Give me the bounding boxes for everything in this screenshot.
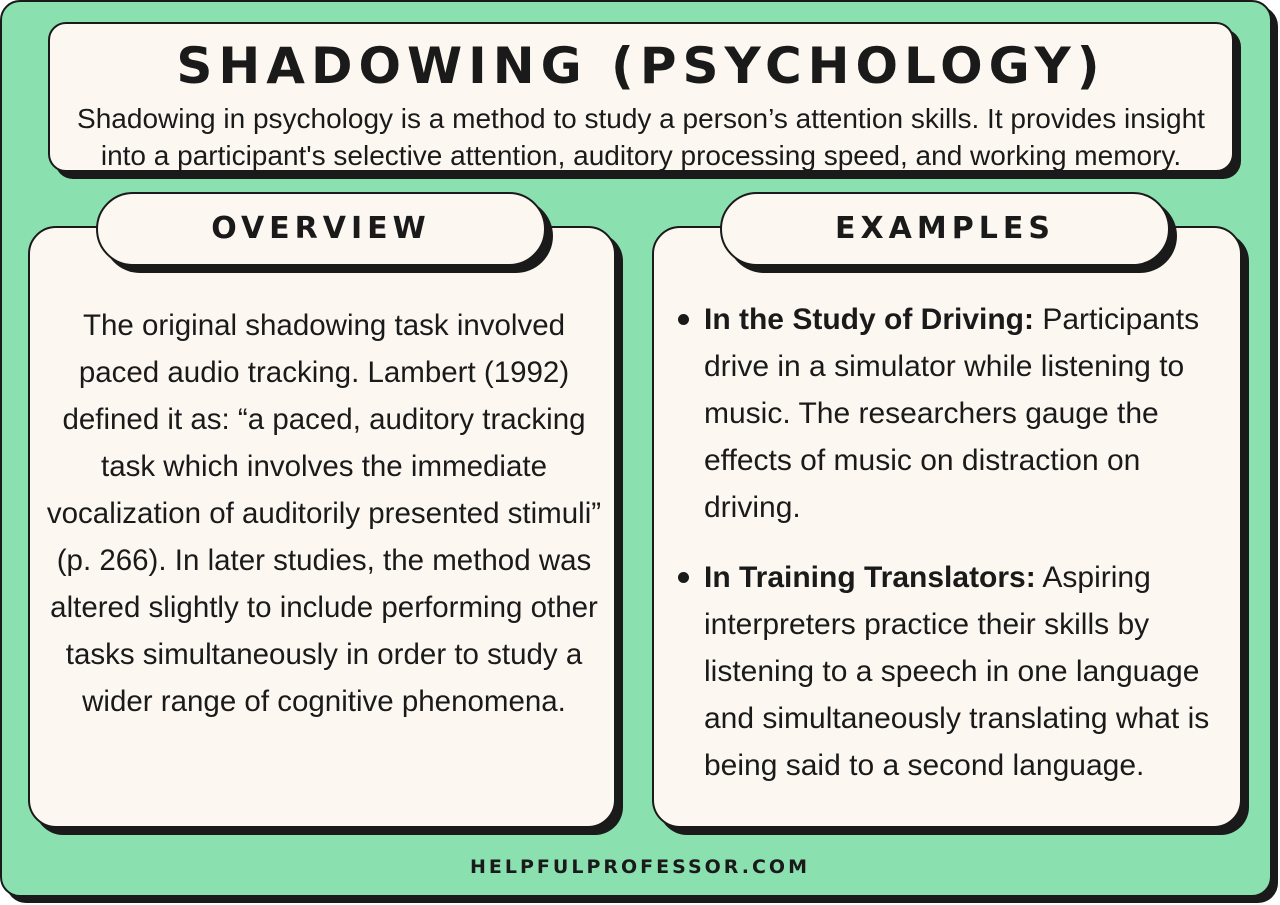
example-title: In Training Translators: (704, 561, 1036, 594)
example-title: In the Study of Driving: (704, 303, 1034, 336)
example-text: Participants drive in a simulator while listening to music. The researchers gauge the effects of music on distraction on driving. (704, 303, 1200, 524)
examples-heading: EXAMPLES (720, 192, 1170, 266)
overview-heading: OVERVIEW (96, 192, 546, 266)
page-title: SHADOWING (PSYCHOLOGY) (176, 37, 1106, 95)
list-item (674, 554, 1234, 789)
list-item (674, 296, 1234, 531)
overview-body: The original shadowing task involved paced audio tracking. Lambert (1992) defined it as: “a paced, auditory tracking task which involves the immediate vocalization of auditorily presented stimuli” (p. 266). In later studies, the method was altered slightly to include performing other tasks simultaneously in order to study a wider range of cognitive phenomena. (46, 309, 602, 718)
example-text: Aspiring interpreters practice their skills by listening to a speech in one language and simultaneously translating what is being said to a second language. (704, 561, 1210, 782)
footer-site: HELPFULPROFESSOR.COM (470, 856, 810, 878)
bullet-icon (678, 314, 689, 325)
title-card (48, 22, 1234, 172)
bullet-icon (678, 572, 689, 583)
examples-list (674, 296, 1234, 812)
page-subtitle: Shadowing in psychology is a method to study a person’s attention skills. It provides insight into a participant's selective attention, auditory processing speed, and working memory. (77, 103, 1205, 171)
